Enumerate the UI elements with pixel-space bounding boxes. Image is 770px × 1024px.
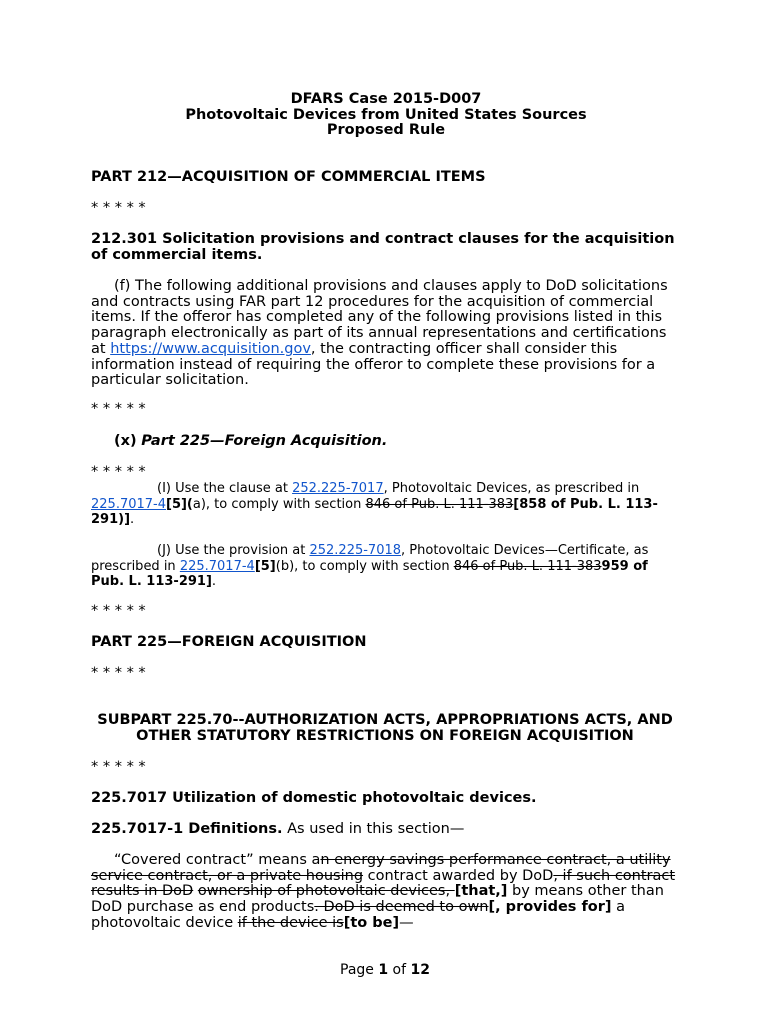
section-225-7017-heading: 225.7017 Utilization of domestic photovoltaic devices. [91,790,537,806]
omission-stars: * * * * * [91,603,146,619]
paragraph-j: (J) Use the provision at 252.225-7018, Photovoltaic Devices—Certificate, as prescribed in 225.7017-4[5](b), to comply with section 846 of Pub. L. 111-383959 of Pub. L. 113-291]. [91,543,649,590]
omission-stars: * * * * * [91,464,146,480]
omission-stars: * * * * * [91,401,146,417]
paragraph-l: (I) Use the clause at 252.225-7017, Photovoltaic Devices, as prescribed in 225.7017-4[5](a), to comply with section 846 of Pub. L. 111-383[858 of Pub. L. 113-291)]. [91,481,658,528]
section-212-301-heading: 212.301 Solicitation provisions and contract clauses for the acquisition of commercial items. [91,231,675,263]
acquisition-gov-link[interactable]: https://www.acquisition.gov [110,340,311,357]
deleted-text: ownership of photovoltaic devices, [197,883,455,900]
section-225-7017-1: 225.7017-1 Definitions. As used in this section— [91,821,465,837]
case-number: DFARS Case 2015-D007 [290,91,482,107]
deleted-text: if the device is [237,914,344,931]
provision-252-225-7018-link[interactable]: 252.225-7018 [309,543,402,558]
deleted-text: . DoD is deemed to own [314,899,489,916]
paragraph-f: (f) The following additional provisions and clauses apply to DoD solicitations and contracts using FAR part 12 procedures for the acquisition of commercial items. If the offeror has completed any of the following provisions listed in this paragraph electronically as part of its annual representations and certifications at https://www.acquisition.gov, the contracting officer shall consider this information instead of requiring the offeror to complete these provisions for a particular solicitation. [91,278,668,389]
deleted-text: n energy savings performance contract, a utility service contract, or a private housing [91,852,671,884]
inserted-text: [5] [254,558,276,574]
document-header [91,92,681,139]
inserted-text: [that,] [454,883,508,900]
omission-stars: * * * * * [91,200,146,216]
current-page-number: 1 [378,962,389,978]
inserted-text: [to be] [343,914,400,931]
inserted-text: [858 of Pub. L. 113-291)] [91,496,658,528]
document-subtitle: Proposed Rule [326,122,446,139]
omission-stars: * * * * * [91,665,146,681]
deleted-text: , if such contract results in DoD [91,867,676,900]
total-page-count: 12 [410,962,430,978]
omission-stars: * * * * * [91,759,146,775]
subpart-225-70-heading: SUBPART 225.70--AUTHORIZATION ACTS, APPROPRIATIONS ACTS, AND OTHER STATUTORY RESTRICTIONS ON FOREIGN ACQUISITION [97,712,673,744]
inserted-text: [, provides for] [488,899,612,916]
inserted-text: [5]( [166,496,193,512]
deleted-text: 846 of Pub. L. 111-383 [365,496,514,512]
section-225-7017-4-link[interactable]: 225.7017-4 [91,496,166,512]
part-212-heading: PART 212—ACQUISITION OF COMMERCIAL ITEMS [91,169,486,185]
clause-252-225-7017-link[interactable]: 252.225-7017 [292,481,384,496]
deleted-text: 846 of Pub. L. 111-383 [453,558,602,574]
paragraph-x: (x) Part 225—Foreign Acquisition. [114,433,388,449]
part-225-heading: PART 225—FOREIGN ACQUISITION [91,634,367,650]
inserted-text: 959 of Pub. L. 113-291] [91,558,648,590]
covered-contract-definition: “Covered contract” means an energy savings performance contract, a utility service contract, or a private housing contract awarded by DoD, if such contract results in DoD ownership of photovoltaic devices, [that,] by means other than DoD purchase as end products. DoD is deemed to own[, provides for] a photovoltaic device if the device is[to be]— [91,852,676,931]
document-title: Photovoltaic Devices from United States Sources [185,106,587,123]
page-footer: Page 1 of 12 [340,962,430,978]
section-225-7017-4-link[interactable]: 225.7017-4 [179,558,255,574]
